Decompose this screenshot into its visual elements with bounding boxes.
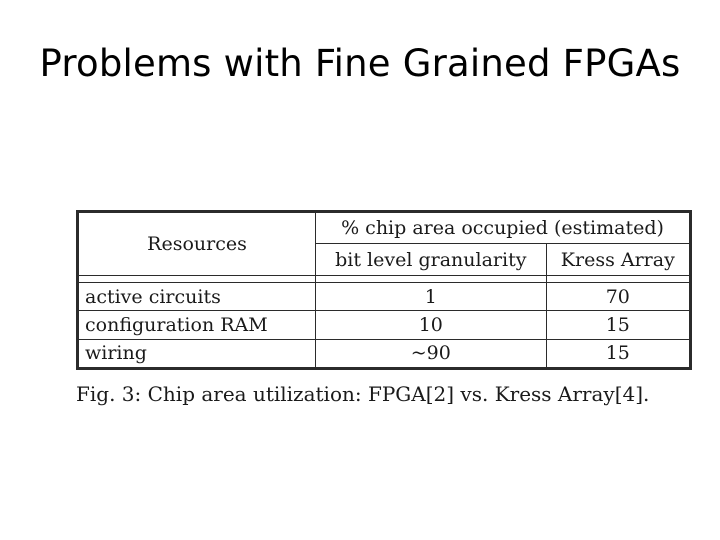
bit-level-cell: 10	[316, 311, 547, 339]
table-row	[79, 282, 690, 310]
resources-header: Resources	[79, 213, 316, 276]
bit-level-cell: ~90	[316, 339, 547, 367]
chip-area-group-header: % chip area occupied (estimated)	[316, 213, 690, 244]
bit-level-header: bit level granularity	[316, 244, 547, 275]
bit-level-cell: 1	[316, 282, 547, 310]
resource-cell: configuration RAM	[79, 311, 316, 339]
table-row	[79, 311, 690, 339]
kress-array-cell: 15	[546, 311, 689, 339]
kress-array-cell: 70	[546, 282, 689, 310]
figure-caption: Fig. 3: Chip area utilization: FPGA[2] vs. Kress Array[4].	[76, 382, 650, 406]
slide-title: Problems with Fine Grained FPGAs	[39, 42, 681, 85]
kress-array-cell: 15	[546, 339, 689, 367]
figure-image	[76, 210, 694, 410]
resource-cell: wiring	[79, 339, 316, 367]
kress-array-header: Kress Array	[546, 244, 689, 275]
chip-area-table	[76, 210, 692, 370]
resource-cell: active circuits	[79, 282, 316, 310]
table-row	[79, 339, 690, 367]
